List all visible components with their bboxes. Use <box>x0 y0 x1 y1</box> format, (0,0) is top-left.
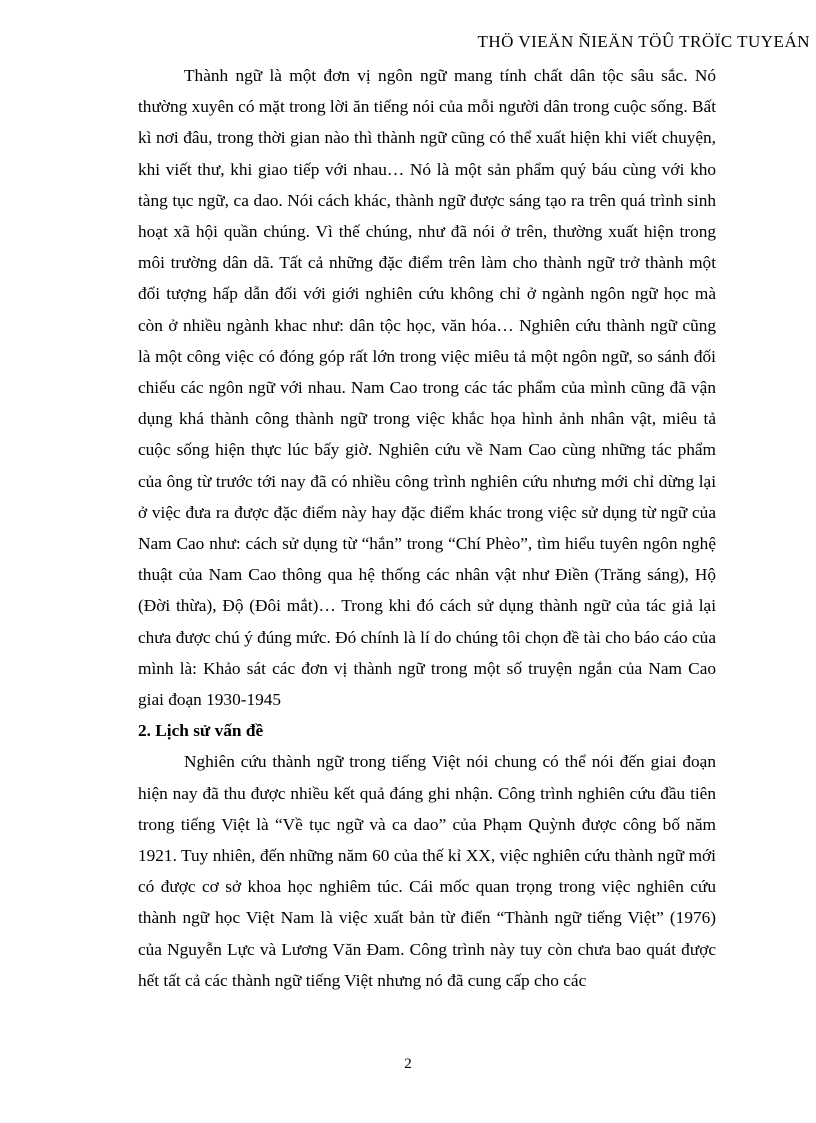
body-paragraph-1: Thành ngữ là một đơn vị ngôn ngữ mang tính chất dân tộc sâu sắc. Nó thường xuyên có mặt trong lời ăn tiếng nói của mỗi người dân trong cuộc sống. Bất kì nơi đâu, trong thời gian nào thì thành ngữ cũng có thể xuất hiện khi viết chuyện, khi viết thư, khi giao tiếp với nhau… Nó là một sản phẩm quý báu cùng với kho tàng tục ngữ, ca dao. Nói cách khác, thành ngữ được sáng tạo ra trên quá trình sinh hoạt xã hội quần chúng. Vì thế chúng, như đã nói ở trên, thường xuất hiện trong môi trường dân dã. Tất cả những đặc điểm trên làm cho thành ngữ trở thành một đối tượng hấp dẫn đối với giới nghiên cứu không chỉ ở ngành ngôn ngữ học mà còn ở nhiều ngành khac như: dân tộc học, văn hóa… Nghiên cứu thành ngữ cũng là một công việc có đóng góp rất lớn trong việc miêu tả một ngôn ngữ, so sánh đối chiếu các ngôn ngữ với nhau. Nam Cao trong các tác phẩm của mình cũng đã vận dụng khá thành công thành ngữ trong việc khắc họa hình ảnh nhân vật, miêu tả cuộc sống hiện thực lúc bấy giờ. Nghiên cứu về Nam Cao cùng những tác phẩm của ông từ trước tới nay đã có nhiều công trình nghiên cứu nhưng mới chỉ dừng lại ở việc đưa ra được đặc điểm này hay đặc điểm khác trong việc sử dụng từ ngữ của Nam Cao như: cách sử dụng từ “hắn” trong “Chí Phèo”, tìm hiểu tuyên ngôn nghệ thuật của Nam Cao thông qua hệ thống các nhân vật như Điền (Trăng sáng), Hộ (Đời thừa), Độ (Đôi mắt)… Trong khi đó cách sử dụng thành ngữ của tác giả lại chưa được chú ý đúng mức. Đó chính là lí do chúng tôi chọn đề tài cho báo cáo của mình là: Khảo sát các đơn vị thành ngữ trong một số truyện ngắn của Nam Cao giai đoạn 1930-1945 <box>138 66 716 710</box>
page-header: THÖ VIEÄN ÑIEÄN TÖÛ TRÖÏC TUYEÁN <box>477 32 810 51</box>
page-number: 2 <box>404 1056 412 1072</box>
section-heading: 2. Lịch sử vấn đề <box>138 721 264 741</box>
body-paragraph-2: Nghiên cứu thành ngữ trong tiếng Việt nói chung có thể nói đến giai đoạn hiện nay đã thu được nhiều kết quả đáng ghi nhận. Công trình nghiên cứu đầu tiên trong tiếng Việt là “Về tục ngữ và ca dao” của Phạm Quỳnh được công bố năm 1921. Tuy nhiên, đến những năm 60 của thế kỉ XX, việc nghiên cứu thành ngữ mới có được cơ sở khoa học nghiêm túc. Cái mốc quan trọng trong việc nghiên cứu thành ngữ học Việt Nam là việc xuất bản từ điển “Thành ngữ tiếng Việt” (1976) của Nguyễn Lực và Lương Văn Đam. Công trình này tuy còn chưa bao quát được hết tất cả các thành ngữ tiếng Việt nhưng nó đã cung cấp cho các <box>138 752 716 990</box>
document-body <box>138 60 716 996</box>
